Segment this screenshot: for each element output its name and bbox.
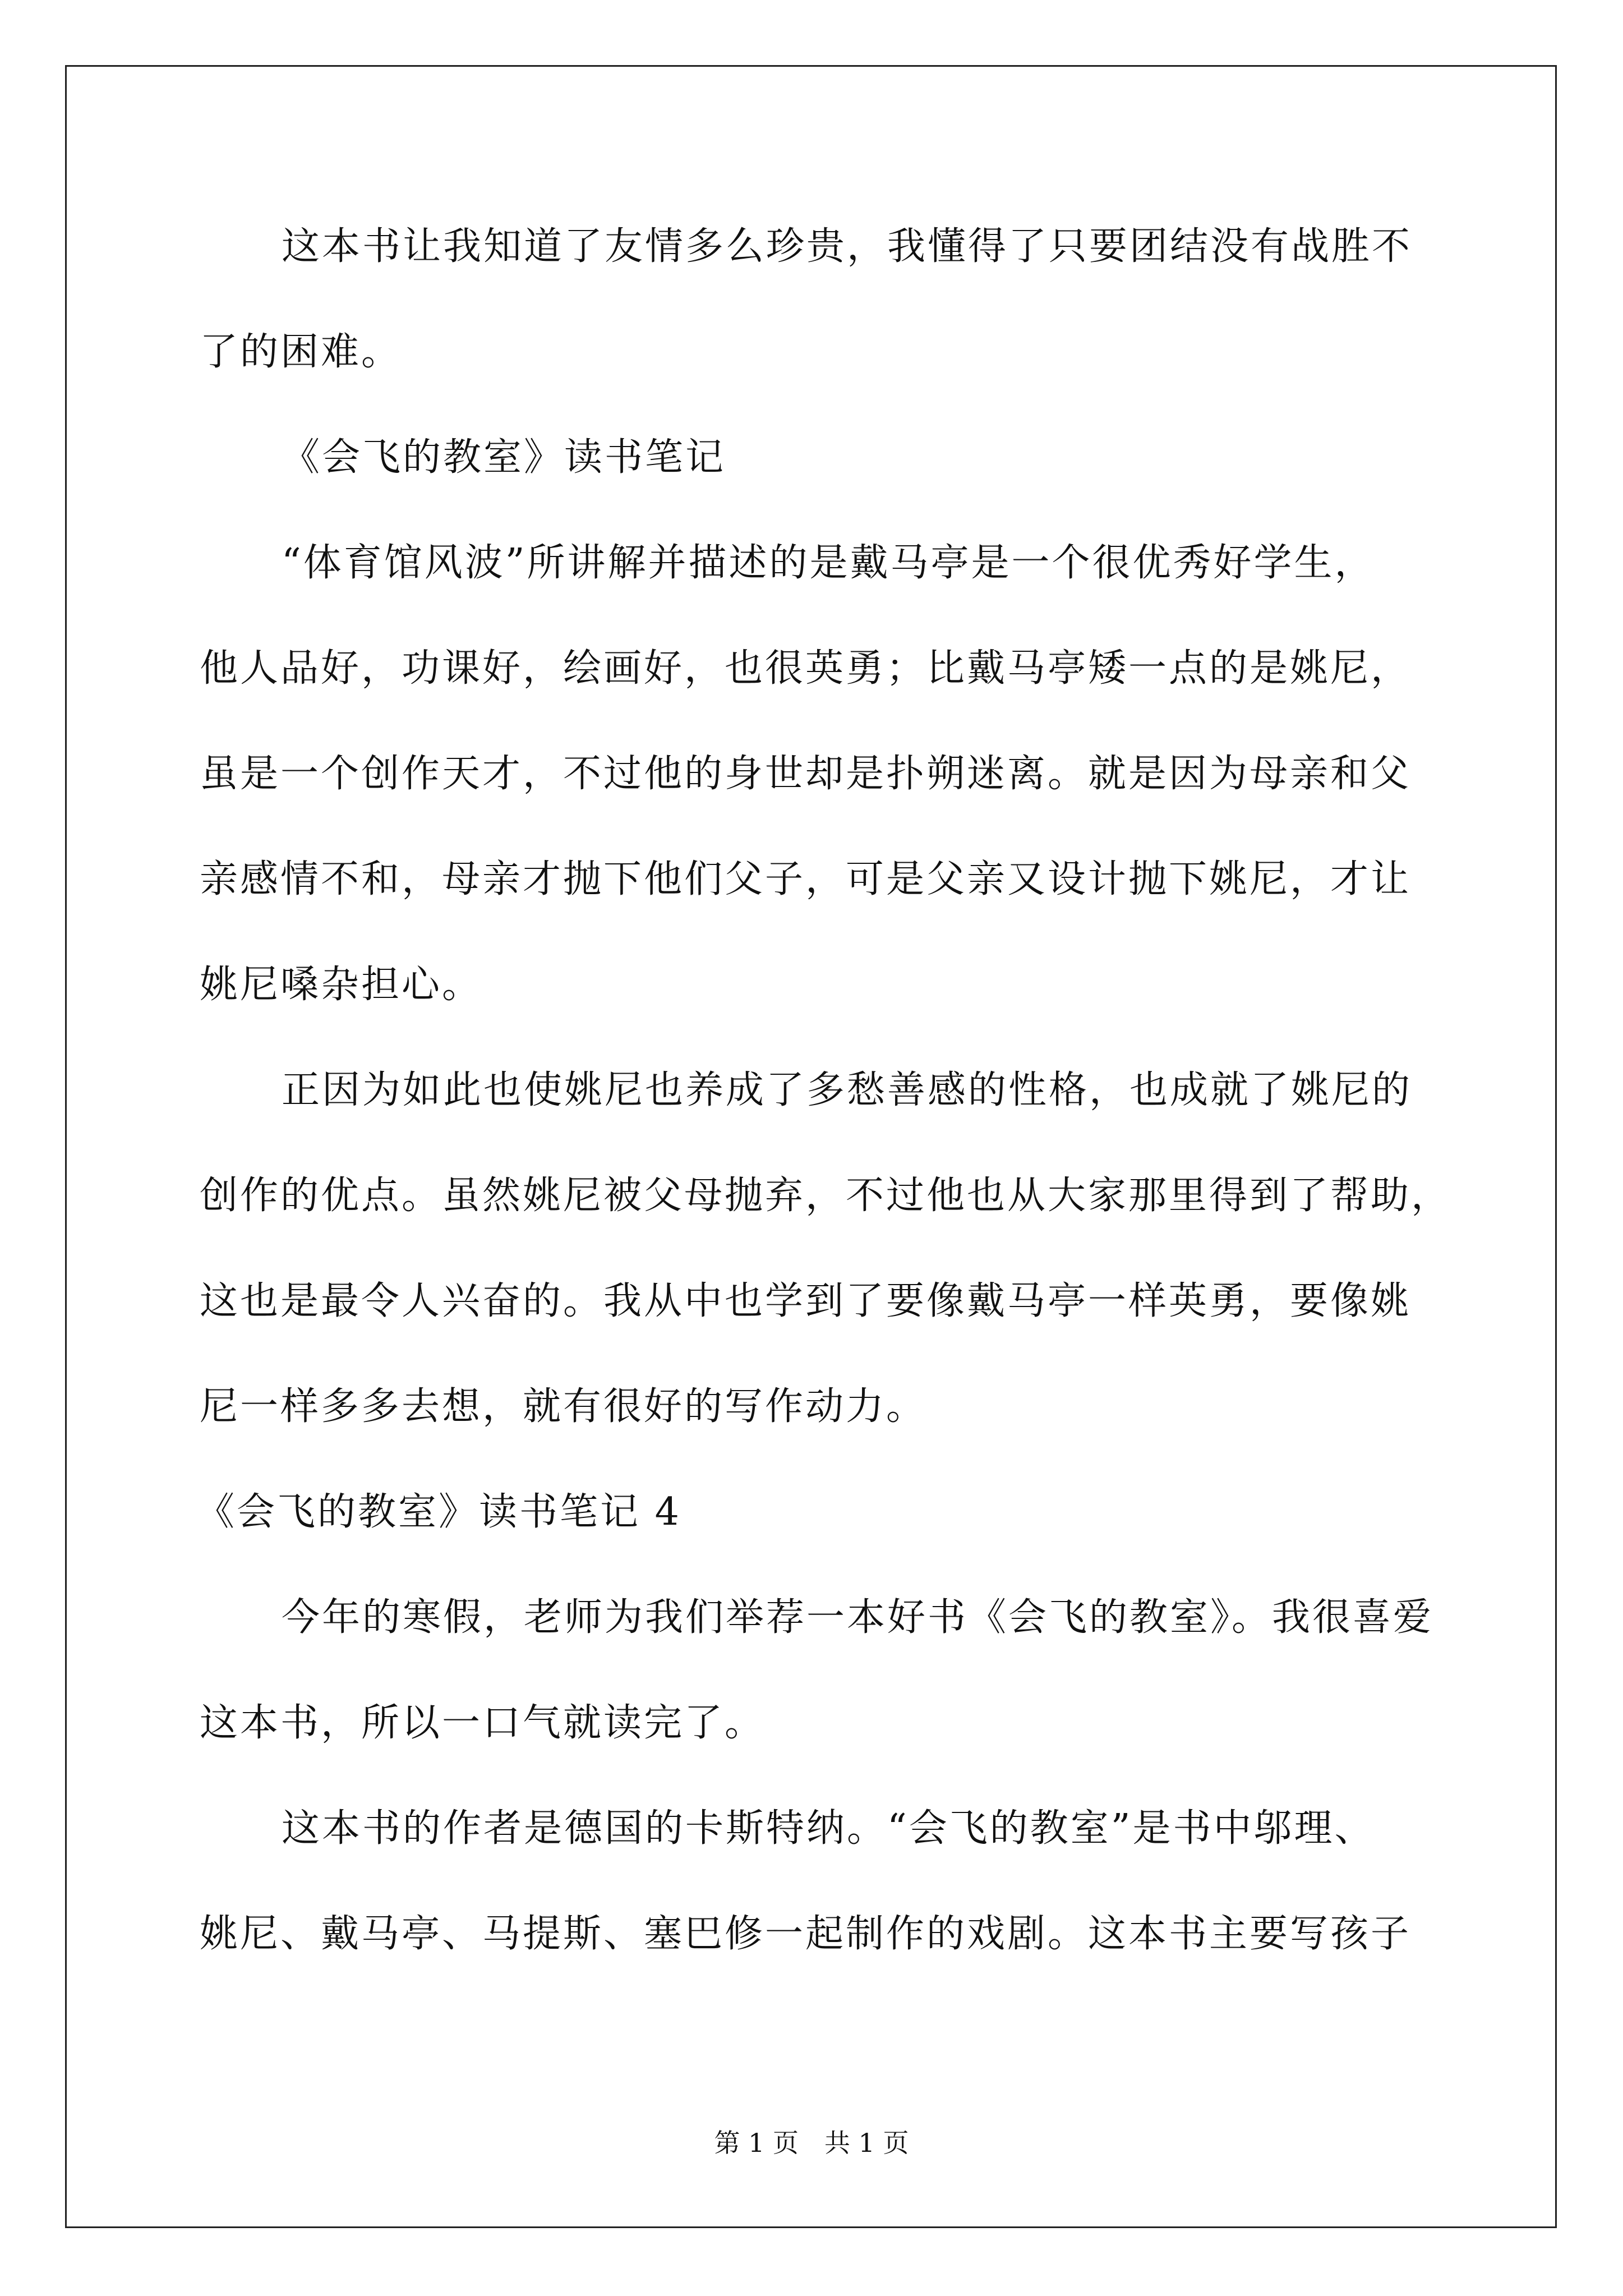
body-line: 亲感情不和，母亲才抛下他们父子，可是父亲又设计抛下姚尼，才让 bbox=[200, 857, 1412, 901]
body-line: 虽是一个创作天才，不过他的身世却是扑朔迷离。就是因为母亲和父 bbox=[200, 752, 1412, 796]
body-line: 这本书让我知道了友情多么珍贵，我懂得了只要团结没有战胜不 bbox=[282, 224, 1413, 269]
body-line: 创作的优点。虽然姚尼被父母抛弃，不过他也从大家那里得到了帮助， bbox=[200, 1174, 1452, 1218]
body-line: 他人品好，功课好，绘画好，也很英勇；比戴马亭矮一点的是姚尼， bbox=[200, 646, 1412, 691]
section-heading: 《会飞的教室》读书笔记 4 bbox=[196, 1490, 681, 1534]
body-line: 了的困难。 bbox=[200, 330, 402, 374]
section-heading: 《会飞的教室》读书笔记 bbox=[282, 435, 726, 480]
body-line: 这本书的作者是德国的卡斯特纳。“会飞的教室”是书中邬理、 bbox=[282, 1806, 1375, 1851]
page-footer: 第 1 页 共 1 页 bbox=[714, 2128, 909, 2158]
body-line: 这也是最令人兴奋的。我从中也学到了要像戴马亭一样英勇，要像姚 bbox=[200, 1279, 1412, 1323]
body-line: “体育馆风波”所讲解并描述的是戴马亭是一个很优秀好学生， bbox=[282, 541, 1375, 585]
body-line: 姚尼嗓杂担心。 bbox=[200, 963, 483, 1007]
body-line: 尼一样多多去想，就有很好的写作动力。 bbox=[200, 1384, 927, 1429]
body-line: 这本书，所以一口气就读完了。 bbox=[200, 1701, 766, 1745]
body-line: 今年的寒假，老师为我们举荐一本好书《会飞的教室》。我很喜爱 bbox=[282, 1595, 1434, 1640]
body-line: 正因为如此也使姚尼也养成了多愁善感的性格，也成就了姚尼的 bbox=[282, 1068, 1413, 1112]
body-line: 姚尼、戴马亭、马提斯、塞巴修一起制作的戏剧。这本书主要写孩子 bbox=[200, 1912, 1412, 1956]
